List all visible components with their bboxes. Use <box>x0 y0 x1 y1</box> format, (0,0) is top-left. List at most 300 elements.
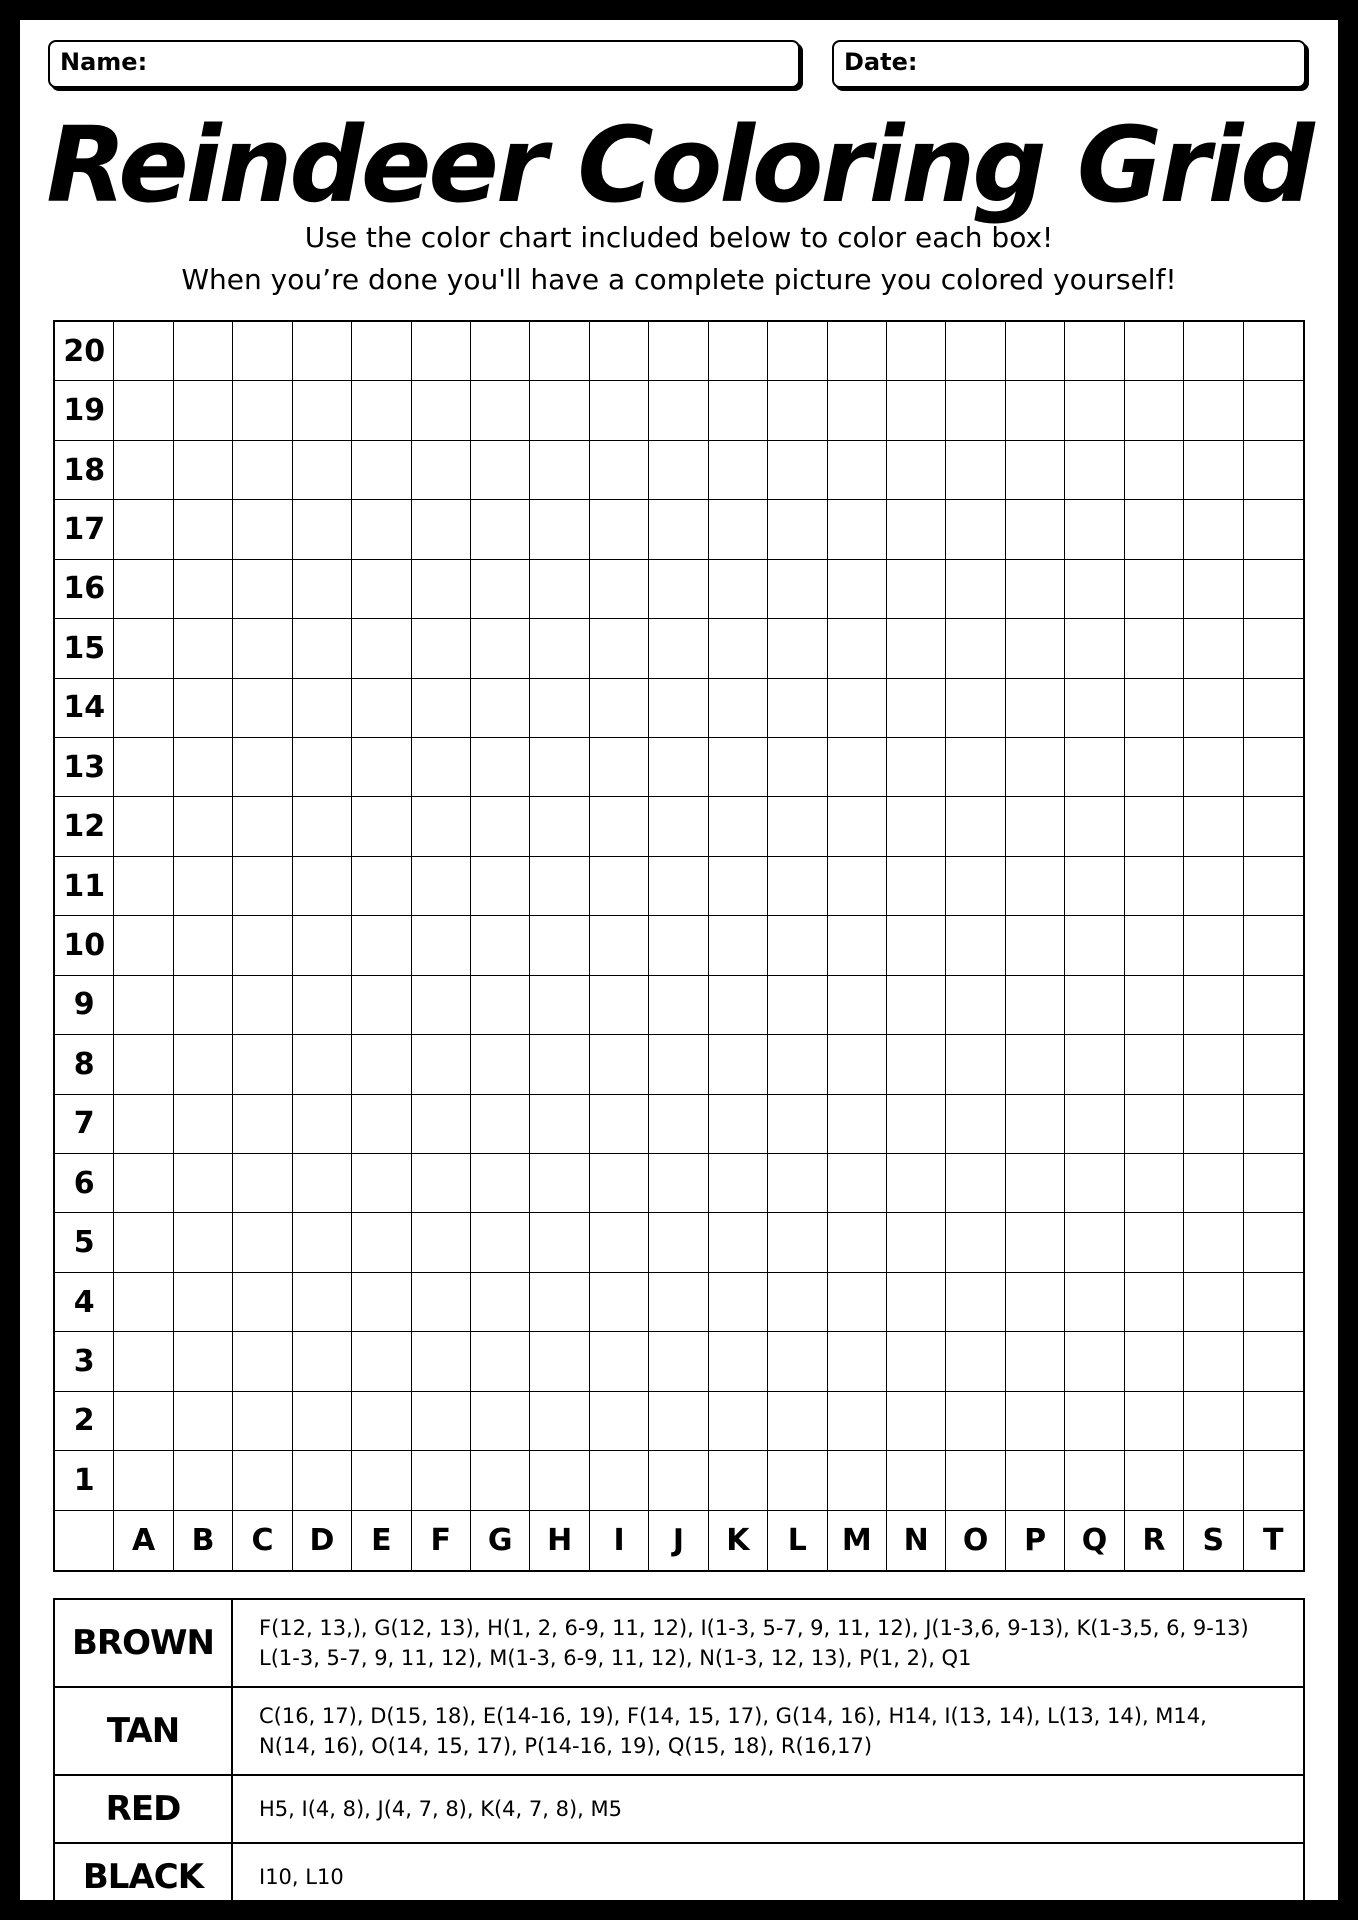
grid-cell[interactable] <box>649 1273 708 1332</box>
grid-cell[interactable] <box>174 857 233 916</box>
grid-cell[interactable] <box>1006 322 1065 381</box>
grid-cell[interactable] <box>590 1213 649 1272</box>
grid-cell[interactable] <box>1125 560 1184 619</box>
grid-cell[interactable] <box>352 976 411 1035</box>
grid-cell[interactable] <box>1184 619 1243 678</box>
grid-cell[interactable] <box>471 976 530 1035</box>
grid-cell[interactable] <box>1244 1332 1303 1391</box>
grid-cell[interactable] <box>352 322 411 381</box>
grid-cell[interactable] <box>828 976 887 1035</box>
grid-cell[interactable] <box>352 560 411 619</box>
grid-cell[interactable] <box>174 500 233 559</box>
grid-cell[interactable] <box>530 797 589 856</box>
grid-cell[interactable] <box>412 738 471 797</box>
grid-cell[interactable] <box>1125 916 1184 975</box>
grid-cell[interactable] <box>1065 1392 1124 1451</box>
grid-cell[interactable] <box>1244 738 1303 797</box>
grid-cell[interactable] <box>114 738 173 797</box>
grid-cell[interactable] <box>768 619 827 678</box>
grid-cell[interactable] <box>768 322 827 381</box>
grid-cell[interactable] <box>114 1332 173 1391</box>
grid-cell[interactable] <box>649 1035 708 1094</box>
grid-cell[interactable] <box>828 857 887 916</box>
grid-cell[interactable] <box>174 619 233 678</box>
grid-cell[interactable] <box>1244 679 1303 738</box>
grid-cell[interactable] <box>1125 857 1184 916</box>
grid-cell[interactable] <box>114 1451 173 1510</box>
grid-cell[interactable] <box>1125 441 1184 500</box>
grid-cell[interactable] <box>1065 797 1124 856</box>
grid-cell[interactable] <box>233 738 292 797</box>
grid-cell[interactable] <box>828 1035 887 1094</box>
grid-cell[interactable] <box>1065 1095 1124 1154</box>
grid-cell[interactable] <box>352 1095 411 1154</box>
grid-cell[interactable] <box>471 857 530 916</box>
grid-cell[interactable] <box>1065 857 1124 916</box>
grid-cell[interactable] <box>530 500 589 559</box>
grid-cell[interactable] <box>174 560 233 619</box>
grid-cell[interactable] <box>946 500 1005 559</box>
grid-cell[interactable] <box>887 381 946 440</box>
grid-cell[interactable] <box>649 441 708 500</box>
grid-cell[interactable] <box>1125 500 1184 559</box>
grid-cell[interactable] <box>887 857 946 916</box>
grid-cell[interactable] <box>174 738 233 797</box>
grid-cell[interactable] <box>768 1213 827 1272</box>
grid-cell[interactable] <box>946 976 1005 1035</box>
grid-cell[interactable] <box>1184 1273 1243 1332</box>
grid-cell[interactable] <box>412 1035 471 1094</box>
grid-cell[interactable] <box>471 619 530 678</box>
grid-cell[interactable] <box>114 1213 173 1272</box>
grid-cell[interactable] <box>352 381 411 440</box>
grid-cell[interactable] <box>1006 619 1065 678</box>
grid-cell[interactable] <box>293 1451 352 1510</box>
grid-cell[interactable] <box>887 1273 946 1332</box>
grid-cell[interactable] <box>649 797 708 856</box>
grid-cell[interactable] <box>114 500 173 559</box>
grid-cell[interactable] <box>1065 916 1124 975</box>
grid-cell[interactable] <box>352 738 411 797</box>
grid-cell[interactable] <box>768 1451 827 1510</box>
grid-cell[interactable] <box>946 381 1005 440</box>
grid-cell[interactable] <box>649 1213 708 1272</box>
grid-cell[interactable] <box>887 1332 946 1391</box>
grid-cell[interactable] <box>1006 1273 1065 1332</box>
grid-cell[interactable] <box>828 1451 887 1510</box>
grid-cell[interactable] <box>828 500 887 559</box>
grid-cell[interactable] <box>114 560 173 619</box>
grid-cell[interactable] <box>174 679 233 738</box>
grid-cell[interactable] <box>352 1213 411 1272</box>
grid-cell[interactable] <box>412 619 471 678</box>
grid-cell[interactable] <box>233 1035 292 1094</box>
grid-cell[interactable] <box>114 797 173 856</box>
grid-cell[interactable] <box>768 560 827 619</box>
grid-cell[interactable] <box>946 1035 1005 1094</box>
grid-cell[interactable] <box>590 738 649 797</box>
grid-cell[interactable] <box>1006 1095 1065 1154</box>
grid-cell[interactable] <box>828 560 887 619</box>
grid-cell[interactable] <box>1065 322 1124 381</box>
grid-cell[interactable] <box>709 441 768 500</box>
grid-cell[interactable] <box>590 322 649 381</box>
grid-cell[interactable] <box>709 1035 768 1094</box>
grid-cell[interactable] <box>1006 679 1065 738</box>
grid-cell[interactable] <box>293 1213 352 1272</box>
grid-cell[interactable] <box>412 381 471 440</box>
grid-cell[interactable] <box>946 1213 1005 1272</box>
grid-cell[interactable] <box>293 1273 352 1332</box>
grid-cell[interactable] <box>828 797 887 856</box>
grid-cell[interactable] <box>946 560 1005 619</box>
grid-cell[interactable] <box>293 679 352 738</box>
grid-cell[interactable] <box>174 441 233 500</box>
grid-cell[interactable] <box>233 1273 292 1332</box>
grid-cell[interactable] <box>471 1273 530 1332</box>
grid-cell[interactable] <box>293 797 352 856</box>
grid-cell[interactable] <box>1125 1035 1184 1094</box>
grid-cell[interactable] <box>768 1095 827 1154</box>
grid-cell[interactable] <box>1065 1273 1124 1332</box>
grid-cell[interactable] <box>649 1154 708 1213</box>
grid-cell[interactable] <box>530 1035 589 1094</box>
grid-cell[interactable] <box>352 679 411 738</box>
grid-cell[interactable] <box>709 738 768 797</box>
grid-cell[interactable] <box>471 381 530 440</box>
grid-cell[interactable] <box>590 381 649 440</box>
grid-cell[interactable] <box>1184 381 1243 440</box>
grid-cell[interactable] <box>352 1451 411 1510</box>
grid-cell[interactable] <box>530 322 589 381</box>
grid-cell[interactable] <box>709 1154 768 1213</box>
grid-cell[interactable] <box>1006 381 1065 440</box>
grid-cell[interactable] <box>412 679 471 738</box>
grid-cell[interactable] <box>1244 1273 1303 1332</box>
grid-cell[interactable] <box>768 1392 827 1451</box>
grid-cell[interactable] <box>887 1154 946 1213</box>
grid-cell[interactable] <box>293 976 352 1035</box>
grid-cell[interactable] <box>887 560 946 619</box>
grid-cell[interactable] <box>352 797 411 856</box>
grid-cell[interactable] <box>471 1451 530 1510</box>
grid-cell[interactable] <box>828 619 887 678</box>
grid-cell[interactable] <box>828 1095 887 1154</box>
grid-cell[interactable] <box>471 1154 530 1213</box>
grid-cell[interactable] <box>590 797 649 856</box>
grid-cell[interactable] <box>649 560 708 619</box>
grid-cell[interactable] <box>887 1095 946 1154</box>
grid-cell[interactable] <box>709 619 768 678</box>
grid-cell[interactable] <box>1244 916 1303 975</box>
grid-cell[interactable] <box>471 797 530 856</box>
grid-cell[interactable] <box>1184 1392 1243 1451</box>
grid-cell[interactable] <box>412 797 471 856</box>
grid-cell[interactable] <box>590 1392 649 1451</box>
grid-cell[interactable] <box>828 738 887 797</box>
grid-cell[interactable] <box>114 1273 173 1332</box>
grid-cell[interactable] <box>530 738 589 797</box>
grid-cell[interactable] <box>1125 976 1184 1035</box>
grid-cell[interactable] <box>649 738 708 797</box>
grid-cell[interactable] <box>590 1154 649 1213</box>
grid-cell[interactable] <box>709 1273 768 1332</box>
grid-cell[interactable] <box>709 381 768 440</box>
grid-cell[interactable] <box>1125 1392 1184 1451</box>
grid-cell[interactable] <box>412 857 471 916</box>
grid-cell[interactable] <box>471 738 530 797</box>
grid-cell[interactable] <box>590 441 649 500</box>
grid-cell[interactable] <box>649 976 708 1035</box>
grid-cell[interactable] <box>412 916 471 975</box>
grid-cell[interactable] <box>709 797 768 856</box>
grid-cell[interactable] <box>293 441 352 500</box>
grid-cell[interactable] <box>471 1095 530 1154</box>
grid-cell[interactable] <box>828 441 887 500</box>
grid-cell[interactable] <box>590 1273 649 1332</box>
grid-cell[interactable] <box>530 857 589 916</box>
grid-cell[interactable] <box>293 381 352 440</box>
grid-cell[interactable] <box>352 916 411 975</box>
grid-cell[interactable] <box>828 679 887 738</box>
grid-cell[interactable] <box>293 738 352 797</box>
grid-cell[interactable] <box>1184 1213 1243 1272</box>
grid-cell[interactable] <box>174 976 233 1035</box>
grid-cell[interactable] <box>293 619 352 678</box>
grid-cell[interactable] <box>768 1332 827 1391</box>
grid-cell[interactable] <box>768 916 827 975</box>
grid-cell[interactable] <box>1006 1035 1065 1094</box>
grid-cell[interactable] <box>174 1213 233 1272</box>
grid-cell[interactable] <box>887 1392 946 1451</box>
grid-cell[interactable] <box>828 1273 887 1332</box>
grid-cell[interactable] <box>709 679 768 738</box>
grid-cell[interactable] <box>352 1392 411 1451</box>
grid-cell[interactable] <box>946 441 1005 500</box>
grid-cell[interactable] <box>887 797 946 856</box>
grid-cell[interactable] <box>649 1095 708 1154</box>
grid-cell[interactable] <box>590 857 649 916</box>
grid-cell[interactable] <box>114 679 173 738</box>
grid-cell[interactable] <box>114 381 173 440</box>
grid-cell[interactable] <box>1244 381 1303 440</box>
grid-cell[interactable] <box>768 1154 827 1213</box>
grid-cell[interactable] <box>233 322 292 381</box>
grid-cell[interactable] <box>946 679 1005 738</box>
grid-cell[interactable] <box>1065 1154 1124 1213</box>
grid-cell[interactable] <box>293 1154 352 1213</box>
grid-cell[interactable] <box>1065 1035 1124 1094</box>
grid-cell[interactable] <box>1184 916 1243 975</box>
grid-cell[interactable] <box>530 619 589 678</box>
grid-cell[interactable] <box>1006 1332 1065 1391</box>
grid-cell[interactable] <box>1184 1451 1243 1510</box>
grid-cell[interactable] <box>352 857 411 916</box>
grid-cell[interactable] <box>352 500 411 559</box>
grid-cell[interactable] <box>887 1213 946 1272</box>
grid-cell[interactable] <box>471 500 530 559</box>
grid-cell[interactable] <box>709 500 768 559</box>
grid-cell[interactable] <box>293 916 352 975</box>
grid-cell[interactable] <box>1006 1392 1065 1451</box>
grid-cell[interactable] <box>233 500 292 559</box>
grid-cell[interactable] <box>293 1095 352 1154</box>
grid-cell[interactable] <box>293 1035 352 1094</box>
grid-cell[interactable] <box>1065 976 1124 1035</box>
grid-cell[interactable] <box>233 857 292 916</box>
grid-cell[interactable] <box>946 1154 1005 1213</box>
grid-cell[interactable] <box>174 1332 233 1391</box>
grid-cell[interactable] <box>412 1213 471 1272</box>
grid-cell[interactable] <box>590 976 649 1035</box>
grid-cell[interactable] <box>293 500 352 559</box>
grid-cell[interactable] <box>293 322 352 381</box>
grid-cell[interactable] <box>471 441 530 500</box>
grid-cell[interactable] <box>709 976 768 1035</box>
grid-cell[interactable] <box>1184 976 1243 1035</box>
grid-cell[interactable] <box>233 441 292 500</box>
grid-cell[interactable] <box>649 857 708 916</box>
grid-cell[interactable] <box>1006 441 1065 500</box>
grid-cell[interactable] <box>1065 560 1124 619</box>
grid-cell[interactable] <box>1006 976 1065 1035</box>
grid-cell[interactable] <box>590 560 649 619</box>
grid-cell[interactable] <box>174 381 233 440</box>
grid-cell[interactable] <box>828 1213 887 1272</box>
grid-cell[interactable] <box>293 1392 352 1451</box>
grid-cell[interactable] <box>1125 322 1184 381</box>
grid-cell[interactable] <box>649 1392 708 1451</box>
grid-cell[interactable] <box>887 619 946 678</box>
grid-cell[interactable] <box>530 679 589 738</box>
grid-cell[interactable] <box>114 1035 173 1094</box>
grid-cell[interactable] <box>293 1332 352 1391</box>
grid-cell[interactable] <box>233 679 292 738</box>
grid-cell[interactable] <box>768 797 827 856</box>
grid-cell[interactable] <box>352 1035 411 1094</box>
grid-cell[interactable] <box>946 797 1005 856</box>
grid-cell[interactable] <box>1006 738 1065 797</box>
grid-cell[interactable] <box>946 916 1005 975</box>
grid-cell[interactable] <box>709 1392 768 1451</box>
grid-cell[interactable] <box>174 322 233 381</box>
grid-cell[interactable] <box>828 1332 887 1391</box>
grid-cell[interactable] <box>768 500 827 559</box>
grid-cell[interactable] <box>887 322 946 381</box>
grid-cell[interactable] <box>768 679 827 738</box>
grid-cell[interactable] <box>828 381 887 440</box>
grid-cell[interactable] <box>471 1213 530 1272</box>
grid-cell[interactable] <box>1244 976 1303 1035</box>
grid-cell[interactable] <box>471 679 530 738</box>
grid-cell[interactable] <box>946 738 1005 797</box>
grid-cell[interactable] <box>352 441 411 500</box>
grid-cell[interactable] <box>1244 797 1303 856</box>
grid-cell[interactable] <box>1065 1213 1124 1272</box>
grid-cell[interactable] <box>1125 1332 1184 1391</box>
grid-cell[interactable] <box>1125 1154 1184 1213</box>
grid-cell[interactable] <box>233 976 292 1035</box>
grid-cell[interactable] <box>114 976 173 1035</box>
grid-cell[interactable] <box>1065 1332 1124 1391</box>
grid-cell[interactable] <box>233 1451 292 1510</box>
grid-cell[interactable] <box>649 381 708 440</box>
grid-cell[interactable] <box>1065 500 1124 559</box>
grid-cell[interactable] <box>233 797 292 856</box>
grid-cell[interactable] <box>649 679 708 738</box>
grid-cell[interactable] <box>412 1154 471 1213</box>
grid-cell[interactable] <box>233 1392 292 1451</box>
grid-cell[interactable] <box>412 1273 471 1332</box>
grid-cell[interactable] <box>709 560 768 619</box>
grid-cell[interactable] <box>352 1332 411 1391</box>
grid-cell[interactable] <box>1006 797 1065 856</box>
grid-cell[interactable] <box>1244 560 1303 619</box>
grid-cell[interactable] <box>1125 619 1184 678</box>
grid-cell[interactable] <box>530 1392 589 1451</box>
grid-cell[interactable] <box>233 560 292 619</box>
grid-cell[interactable] <box>471 1392 530 1451</box>
grid-cell[interactable] <box>1184 1154 1243 1213</box>
grid-cell[interactable] <box>1006 1154 1065 1213</box>
grid-cell[interactable] <box>233 916 292 975</box>
grid-cell[interactable] <box>1006 916 1065 975</box>
grid-cell[interactable] <box>768 381 827 440</box>
grid-cell[interactable] <box>887 1451 946 1510</box>
grid-cell[interactable] <box>530 1332 589 1391</box>
grid-cell[interactable] <box>887 500 946 559</box>
grid-cell[interactable] <box>1244 1035 1303 1094</box>
grid-cell[interactable] <box>233 381 292 440</box>
grid-cell[interactable] <box>1065 738 1124 797</box>
grid-cell[interactable] <box>590 1035 649 1094</box>
grid-cell[interactable] <box>768 441 827 500</box>
grid-cell[interactable] <box>174 1273 233 1332</box>
grid-cell[interactable] <box>1184 797 1243 856</box>
grid-cell[interactable] <box>590 679 649 738</box>
grid-cell[interactable] <box>352 1273 411 1332</box>
grid-cell[interactable] <box>768 738 827 797</box>
grid-cell[interactable] <box>530 1213 589 1272</box>
grid-cell[interactable] <box>530 916 589 975</box>
grid-cell[interactable] <box>649 619 708 678</box>
grid-cell[interactable] <box>114 322 173 381</box>
grid-cell[interactable] <box>1065 679 1124 738</box>
grid-cell[interactable] <box>174 797 233 856</box>
grid-cell[interactable] <box>114 1392 173 1451</box>
grid-cell[interactable] <box>1125 1273 1184 1332</box>
grid-cell[interactable] <box>233 1095 292 1154</box>
grid-cell[interactable] <box>590 619 649 678</box>
grid-cell[interactable] <box>471 322 530 381</box>
grid-cell[interactable] <box>946 322 1005 381</box>
grid-cell[interactable] <box>530 976 589 1035</box>
grid-cell[interactable] <box>1244 857 1303 916</box>
grid-cell[interactable] <box>887 976 946 1035</box>
grid-cell[interactable] <box>1244 1154 1303 1213</box>
grid-cell[interactable] <box>887 916 946 975</box>
grid-cell[interactable] <box>530 1451 589 1510</box>
grid-cell[interactable] <box>828 916 887 975</box>
grid-cell[interactable] <box>1065 1451 1124 1510</box>
grid-cell[interactable] <box>768 1273 827 1332</box>
grid-cell[interactable] <box>1125 1451 1184 1510</box>
grid-cell[interactable] <box>887 1035 946 1094</box>
grid-cell[interactable] <box>412 500 471 559</box>
grid-cell[interactable] <box>471 916 530 975</box>
grid-cell[interactable] <box>1006 857 1065 916</box>
grid-cell[interactable] <box>709 1095 768 1154</box>
